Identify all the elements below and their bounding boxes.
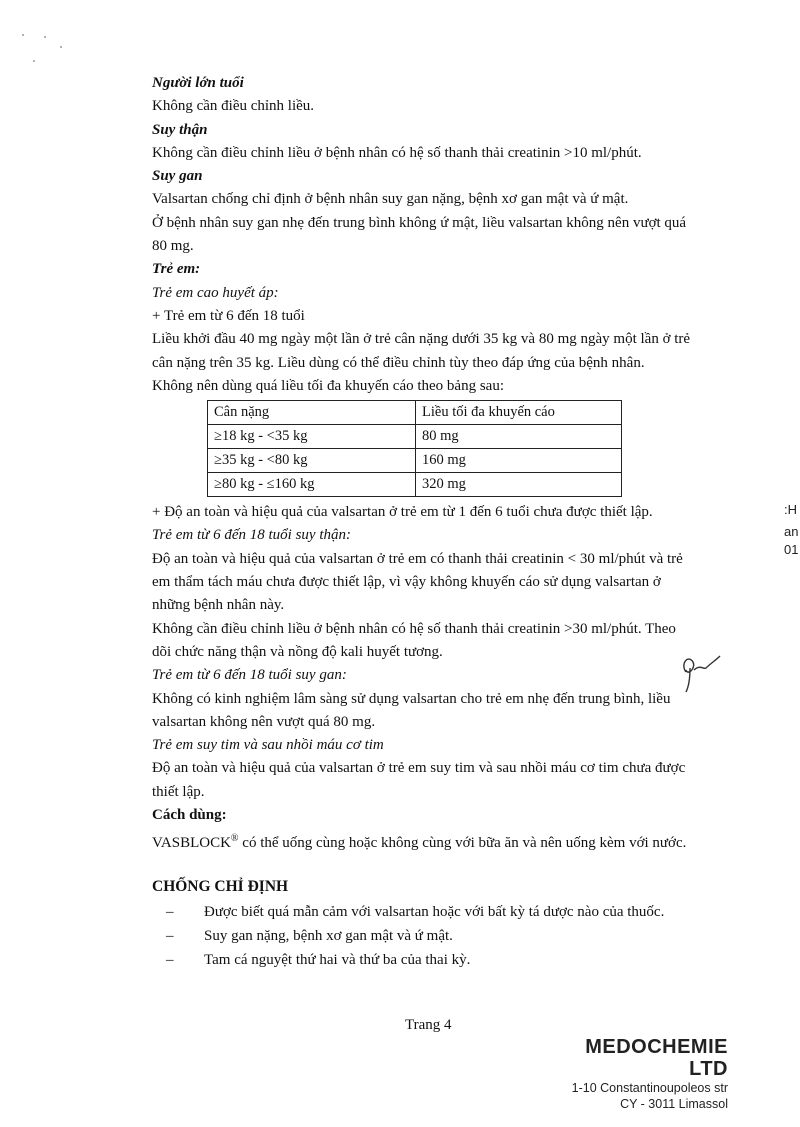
text-line: Không cần điều chỉnh liều ở bệnh nhân có hệ số thanh thải creatinin >30 ml/phút. Theo — [152, 620, 676, 637]
bullet-dash: – — [166, 951, 174, 968]
contraindication-list — [152, 900, 712, 972]
table-header-cell: Liều tối đa khuyến cáo — [416, 401, 622, 425]
text-line: Không có kinh nghiệm lâm sàng sử dụng valsartan cho trẻ em nhẹ đến trung bình, liều — [152, 690, 671, 707]
list-item — [166, 948, 712, 972]
company-stamp — [548, 1036, 728, 1112]
subheading: Trẻ em: — [152, 261, 201, 278]
signature-mark-icon — [676, 650, 726, 695]
text-line: Độ an toàn và hiệu quả của valsartan ở trẻ em có thanh thải creatinin < 30 ml/phút và trẻ — [152, 550, 683, 567]
scan-speck — [33, 60, 35, 62]
text-block-dosage — [152, 72, 712, 398]
bullet-dash: – — [166, 927, 174, 944]
table-cell: ≥35 kg - <80 kg — [208, 449, 416, 473]
text-line: Độ an toàn và hiệu quả của valsartan ở trẻ em suy tim và sau nhồi máu cơ tim chưa được — [152, 760, 686, 777]
text-line: thiết lập. — [152, 783, 205, 800]
text-line: Liều khởi đầu 40 mg ngày một lần ở trẻ cân nặng dưới 35 kg và 80 mg ngày một lần ở trẻ — [152, 331, 691, 348]
list-item-text: Tam cá nguyệt thứ hai và thứ ba của thai kỳ. — [204, 951, 471, 968]
table-row — [208, 473, 622, 497]
subheading: Suy thận — [152, 121, 208, 138]
subheading: Trẻ em suy tim và sau nhồi máu cơ tim — [152, 737, 384, 754]
table-header-cell: Cân nặng — [208, 401, 416, 425]
list-item — [166, 900, 712, 924]
text-line: những bệnh nhân này. — [152, 597, 285, 614]
text-line: Ở bệnh nhân suy gan nhẹ đến trung bình không ứ mật, liều valsartan không nên vượt quá — [152, 214, 687, 231]
table-cell: ≥80 kg - ≤160 kg — [208, 473, 416, 497]
text-line: valsartan không nên vượt quá 80 mg. — [152, 713, 376, 730]
subheading: Cách dùng: — [152, 807, 227, 824]
subheading: Người lớn tuổi — [152, 75, 244, 91]
usage-line — [152, 827, 712, 855]
text-line: Valsartan chống chỉ định ở bệnh nhân suy gan nặng, bệnh xơ gan mật và ứ mật. — [152, 191, 629, 208]
page-number: Trang 4 — [405, 1017, 452, 1033]
subheading: Trẻ em cao huyết áp: — [152, 284, 279, 301]
edge-fragment: :H — [784, 502, 797, 517]
text-line: + Trẻ em từ 6 đến 18 tuổi — [152, 307, 305, 324]
section-title-contraindications: CHỐNG CHỈ ĐỊNH — [152, 877, 289, 895]
text-line: Không cần điều chỉnh liều ở bệnh nhân có hệ số thanh thải creatinin >10 ml/phút. — [152, 144, 642, 161]
subheading: Trẻ em từ 6 đến 18 tuổi suy thận: — [152, 527, 351, 544]
text-line: Không cần điều chỉnh liều. — [152, 98, 315, 115]
document-body — [152, 72, 712, 972]
dose-table — [207, 400, 622, 497]
table-header-row — [208, 401, 622, 425]
text-line: dõi chức năng thận và nồng độ kali huyết tương. — [152, 643, 443, 660]
edge-fragment: 01 — [784, 542, 799, 557]
table-cell: 320 mg — [416, 473, 622, 497]
table-cell: 160 mg — [416, 449, 622, 473]
edge-fragment: an — [784, 524, 799, 539]
stamp-company: MEDOCHEMIE LTD — [585, 1036, 728, 1080]
list-item — [166, 924, 712, 948]
text-line: Không nên dùng quá liều tối đa khuyến cáo theo bảng sau: — [152, 377, 505, 394]
stamp-address-line2: CY - 3011 Limassol — [620, 1097, 728, 1111]
usage-text: có thể uống cùng hoặc không cùng với bữa ăn và nên uống kèm với nước. — [238, 835, 687, 852]
subheading: Suy gan — [152, 168, 203, 185]
text-block-pediatric — [152, 501, 712, 827]
scan-speck — [22, 34, 24, 36]
table-row — [208, 449, 622, 473]
scan-speck — [44, 36, 46, 38]
text-line: 80 mg. — [152, 238, 194, 255]
subheading: Trẻ em từ 6 đến 18 tuổi suy gan: — [152, 667, 347, 684]
text-line: + Độ an toàn và hiệu quả của valsartan ở trẻ em từ 1 đến 6 tuổi chưa được thiết lập. — [152, 504, 653, 521]
list-item-text: Được biết quá mẫn cảm với valsartan hoặc với bất kỳ tá dược nào của thuốc. — [204, 903, 665, 920]
registered-mark: ® — [230, 833, 239, 845]
text-line: em thẩm tách máu chưa được thiết lập, vì vậy không khuyến cáo sử dụng valsartan ở — [152, 574, 661, 591]
table-cell: 80 mg — [416, 425, 622, 449]
text-line: cân nặng trên 35 kg. Liều dùng có thể điều chỉnh tùy theo đáp ứng của bệnh nhân. — [152, 354, 645, 371]
table-row — [208, 425, 622, 449]
stamp-address-line1: 1-10 Constantinoupoleos str — [571, 1081, 728, 1095]
scan-speck — [60, 46, 62, 48]
table-cell: ≥18 kg - <35 kg — [208, 425, 416, 449]
brand-name: VASBLOCK — [152, 835, 231, 852]
bullet-dash: – — [166, 903, 174, 920]
list-item-text: Suy gan nặng, bệnh xơ gan mật và ứ mật. — [204, 927, 453, 944]
